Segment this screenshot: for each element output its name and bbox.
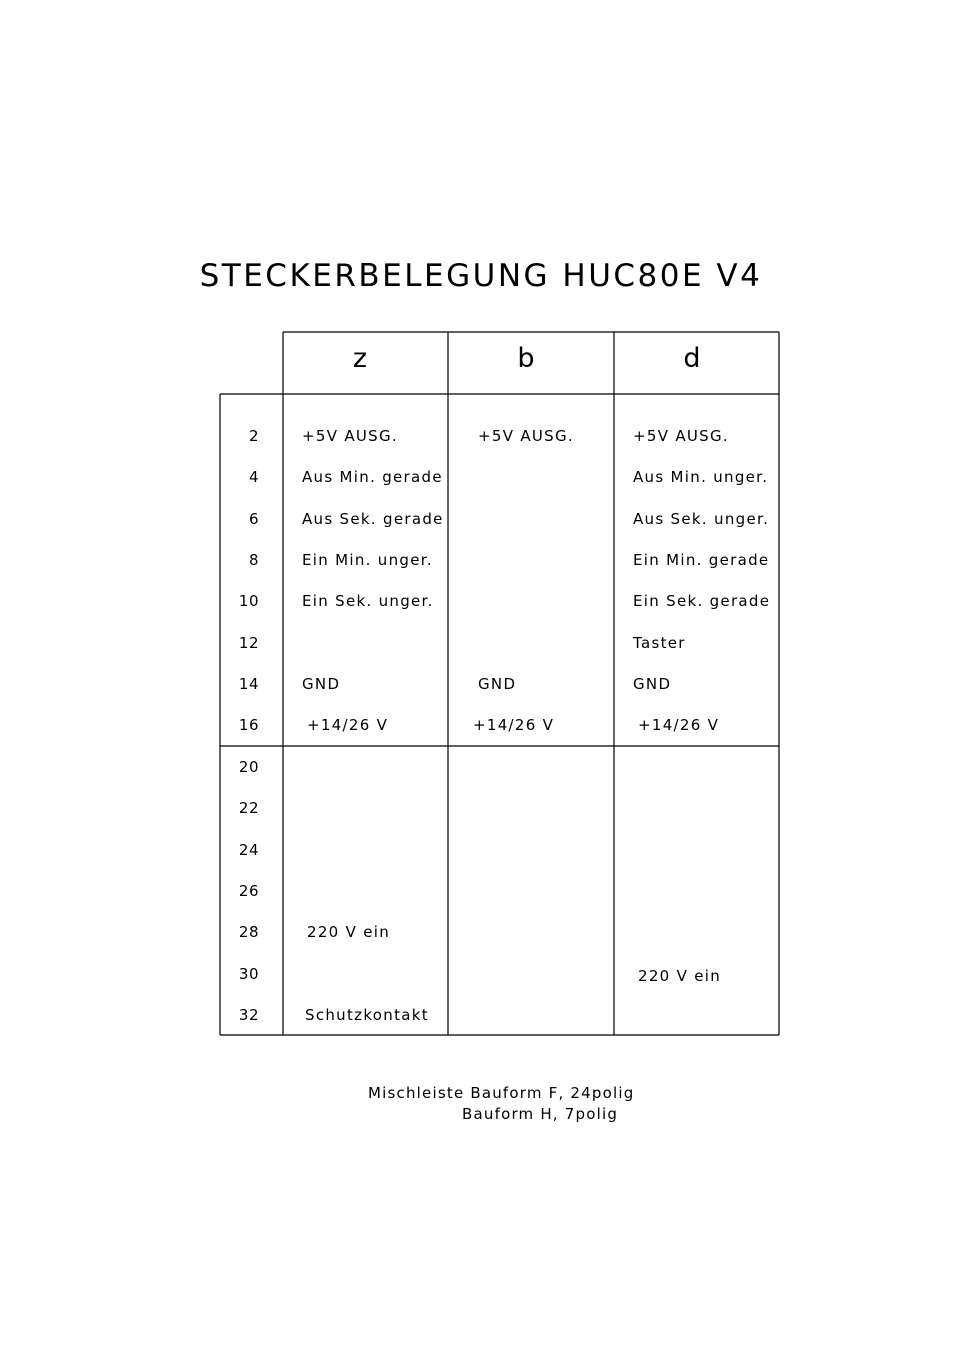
footnote-line-2: Bauform H, 7polig (462, 1105, 619, 1123)
cell-z-8: Ein Min. unger. (302, 551, 433, 569)
page-title: STECKERBELEGUNG HUC80E V4 (199, 258, 763, 294)
cell-d-8: Ein Min. gerade (633, 551, 770, 569)
pin-number: 8 (248, 551, 259, 569)
cell-d-2: +5V AUSG. (633, 427, 729, 445)
cell-z-10: Ein Sek. unger. (302, 592, 434, 610)
footnote-line-1: Mischleiste Bauform F, 24polig (368, 1084, 635, 1102)
cell-d-30: 220 V ein (638, 967, 722, 985)
cell-d-12: Taster (633, 634, 686, 652)
cell-z-6: Aus Sek. gerade (302, 510, 444, 528)
cell-d-4: Aus Min. unger. (633, 468, 769, 486)
pin-number: 26 (238, 882, 259, 900)
pin-number: 6 (248, 510, 259, 528)
pin-number: 10 (238, 592, 259, 610)
cell-d-16: +14/26 V (638, 716, 720, 734)
cell-z-2: +5V AUSG. (302, 427, 398, 445)
cell-b-2: +5V AUSG. (478, 427, 574, 445)
pin-number: 12 (238, 634, 259, 652)
pin-number: 24 (238, 841, 259, 859)
cell-z-4: Aus Min. gerade (302, 468, 443, 486)
pin-number: 2 (248, 427, 259, 445)
pin-number: 20 (238, 758, 259, 776)
cell-b-14: GND (478, 675, 517, 693)
cell-z-14: GND (302, 675, 341, 693)
cell-d-6: Aus Sek. unger. (633, 510, 770, 528)
cell-b-16: +14/26 V (473, 716, 555, 734)
column-header-b: b (517, 343, 535, 374)
pin-number: 14 (238, 675, 259, 693)
cell-d-10: Ein Sek. gerade (633, 592, 771, 610)
column-header-z: z (352, 343, 368, 374)
pin-number: 16 (238, 716, 259, 734)
pin-number: 4 (248, 468, 259, 486)
cell-d-14: GND (633, 675, 672, 693)
column-header-d: d (683, 343, 701, 374)
pin-number: 30 (238, 965, 259, 983)
cell-z-16: +14/26 V (307, 716, 389, 734)
pin-number: 28 (238, 923, 259, 941)
pin-number: 22 (238, 799, 259, 817)
pin-number: 32 (238, 1006, 259, 1024)
cell-z-28: 220 V ein (307, 923, 391, 941)
cell-z-32: Schutzkontakt (305, 1006, 429, 1024)
